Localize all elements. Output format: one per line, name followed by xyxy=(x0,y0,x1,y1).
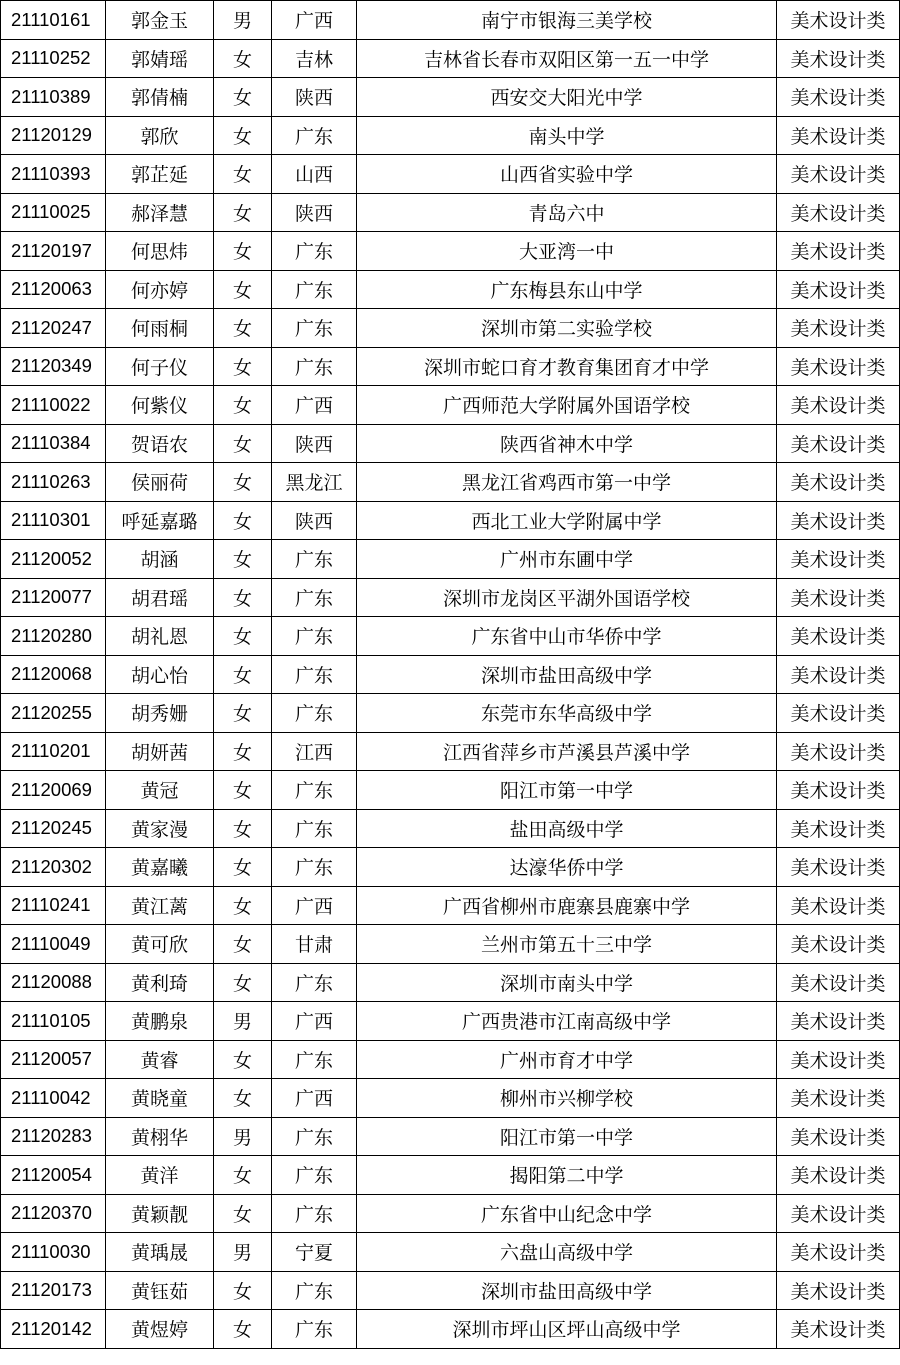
category-cell: 美术设计类 xyxy=(777,347,900,386)
student-name-cell: 何雨桐 xyxy=(106,309,214,348)
student-id-cell: 21110263 xyxy=(1,463,106,502)
school-cell: 黑龙江省鸡西市第一中学 xyxy=(357,463,777,502)
student-name-cell: 黄颖靓 xyxy=(106,1194,214,1233)
gender-cell: 女 xyxy=(214,848,272,887)
student-name-cell: 黄栩华 xyxy=(106,1117,214,1156)
school-cell: 广西省柳州市鹿寨县鹿寨中学 xyxy=(357,886,777,925)
student-id-cell: 21110030 xyxy=(1,1233,106,1272)
table-row xyxy=(1,617,900,656)
table-row xyxy=(1,347,900,386)
gender-cell: 女 xyxy=(214,116,272,155)
student-id-cell: 21110393 xyxy=(1,155,106,194)
category-cell: 美术设计类 xyxy=(777,309,900,348)
student-id-cell: 21120052 xyxy=(1,540,106,579)
province-cell: 山西 xyxy=(272,155,357,194)
student-id-cell: 21120349 xyxy=(1,347,106,386)
student-name-cell: 黄可欣 xyxy=(106,925,214,964)
table-row xyxy=(1,193,900,232)
school-cell: 盐田高级中学 xyxy=(357,809,777,848)
student-id-cell: 21120283 xyxy=(1,1117,106,1156)
student-id-cell: 21120255 xyxy=(1,694,106,733)
gender-cell: 女 xyxy=(214,925,272,964)
school-cell: 六盘山高级中学 xyxy=(357,1233,777,1272)
category-cell: 美术设计类 xyxy=(777,1194,900,1233)
gender-cell: 女 xyxy=(214,578,272,617)
table-row xyxy=(1,694,900,733)
table-row xyxy=(1,925,900,964)
student-name-cell: 黄家漫 xyxy=(106,809,214,848)
school-cell: 阳江市第一中学 xyxy=(357,1117,777,1156)
student-id-cell: 21110252 xyxy=(1,39,106,78)
province-cell: 广东 xyxy=(272,848,357,887)
student-id-cell: 21120129 xyxy=(1,116,106,155)
table-row xyxy=(1,963,900,1002)
table-row xyxy=(1,732,900,771)
gender-cell: 女 xyxy=(214,424,272,463)
province-cell: 广西 xyxy=(272,1002,357,1041)
school-cell: 吉林省长春市双阳区第一五一中学 xyxy=(357,39,777,78)
gender-cell: 女 xyxy=(214,1079,272,1118)
province-cell: 广东 xyxy=(272,963,357,1002)
table-row xyxy=(1,540,900,579)
student-name-cell: 胡秀姗 xyxy=(106,694,214,733)
school-cell: 深圳市龙岗区平湖外国语学校 xyxy=(357,578,777,617)
category-cell: 美术设计类 xyxy=(777,1271,900,1310)
table-row xyxy=(1,1233,900,1272)
gender-cell: 女 xyxy=(214,1040,272,1079)
table-row xyxy=(1,1156,900,1195)
gender-cell: 女 xyxy=(214,617,272,656)
province-cell: 广东 xyxy=(272,655,357,694)
table-row xyxy=(1,1194,900,1233)
school-cell: 江西省萍乡市芦溪县芦溪中学 xyxy=(357,732,777,771)
table-row xyxy=(1,232,900,271)
table-row xyxy=(1,886,900,925)
province-cell: 广东 xyxy=(272,270,357,309)
province-cell: 广西 xyxy=(272,386,357,425)
province-cell: 广东 xyxy=(272,116,357,155)
school-cell: 西北工业大学附属中学 xyxy=(357,501,777,540)
gender-cell: 女 xyxy=(214,655,272,694)
student-name-cell: 何紫仪 xyxy=(106,386,214,425)
gender-cell: 女 xyxy=(214,886,272,925)
gender-cell: 女 xyxy=(214,270,272,309)
province-cell: 广东 xyxy=(272,232,357,271)
province-cell: 广东 xyxy=(272,809,357,848)
student-id-cell: 21120057 xyxy=(1,1040,106,1079)
category-cell: 美术设计类 xyxy=(777,963,900,1002)
category-cell: 美术设计类 xyxy=(777,1079,900,1118)
student-name-cell: 黄鹏泉 xyxy=(106,1002,214,1041)
table-row xyxy=(1,501,900,540)
province-cell: 黑龙江 xyxy=(272,463,357,502)
gender-cell: 女 xyxy=(214,232,272,271)
student-name-cell: 胡君瑶 xyxy=(106,578,214,617)
student-name-cell: 何子仪 xyxy=(106,347,214,386)
gender-cell: 女 xyxy=(214,347,272,386)
category-cell: 美术设计类 xyxy=(777,501,900,540)
category-cell: 美术设计类 xyxy=(777,848,900,887)
school-cell: 南宁市银海三美学校 xyxy=(357,1,777,40)
province-cell: 广西 xyxy=(272,1,357,40)
student-id-cell: 21110049 xyxy=(1,925,106,964)
table-row xyxy=(1,270,900,309)
gender-cell: 女 xyxy=(214,694,272,733)
student-name-cell: 郝泽慧 xyxy=(106,193,214,232)
category-cell: 美术设计类 xyxy=(777,1040,900,1079)
student-name-cell: 侯丽荷 xyxy=(106,463,214,502)
student-name-cell: 郭欣 xyxy=(106,116,214,155)
student-name-cell: 黄瑀晟 xyxy=(106,1233,214,1272)
province-cell: 广东 xyxy=(272,1040,357,1079)
table-row xyxy=(1,309,900,348)
gender-cell: 女 xyxy=(214,540,272,579)
category-cell: 美术设计类 xyxy=(777,578,900,617)
table-row xyxy=(1,39,900,78)
category-cell: 美术设计类 xyxy=(777,193,900,232)
table-row xyxy=(1,771,900,810)
province-cell: 广西 xyxy=(272,886,357,925)
student-name-cell: 黄江蓠 xyxy=(106,886,214,925)
student-name-cell: 郭婧瑶 xyxy=(106,39,214,78)
student-id-cell: 21110025 xyxy=(1,193,106,232)
gender-cell: 男 xyxy=(214,1233,272,1272)
student-name-cell: 黄冠 xyxy=(106,771,214,810)
student-id-cell: 21120280 xyxy=(1,617,106,656)
school-cell: 深圳市蛇口育才教育集团育才中学 xyxy=(357,347,777,386)
category-cell: 美术设计类 xyxy=(777,540,900,579)
school-cell: 山西省实验中学 xyxy=(357,155,777,194)
category-cell: 美术设计类 xyxy=(777,39,900,78)
category-cell: 美术设计类 xyxy=(777,78,900,117)
category-cell: 美术设计类 xyxy=(777,1156,900,1195)
table-row xyxy=(1,1079,900,1118)
province-cell: 广东 xyxy=(272,309,357,348)
student-name-cell: 胡心怡 xyxy=(106,655,214,694)
school-cell: 阳江市第一中学 xyxy=(357,771,777,810)
school-cell: 深圳市坪山区坪山高级中学 xyxy=(357,1310,777,1349)
category-cell: 美术设计类 xyxy=(777,1233,900,1272)
province-cell: 广东 xyxy=(272,540,357,579)
student-name-cell: 胡妍茜 xyxy=(106,732,214,771)
gender-cell: 女 xyxy=(214,463,272,502)
gender-cell: 男 xyxy=(214,1117,272,1156)
table-row xyxy=(1,809,900,848)
province-cell: 江西 xyxy=(272,732,357,771)
student-id-cell: 21110022 xyxy=(1,386,106,425)
category-cell: 美术设计类 xyxy=(777,771,900,810)
school-cell: 广东省中山市华侨中学 xyxy=(357,617,777,656)
school-cell: 柳州市兴柳学校 xyxy=(357,1079,777,1118)
school-cell: 广东省中山纪念中学 xyxy=(357,1194,777,1233)
student-id-cell: 21110201 xyxy=(1,732,106,771)
province-cell: 吉林 xyxy=(272,39,357,78)
table-row xyxy=(1,424,900,463)
table-row xyxy=(1,1,900,40)
category-cell: 美术设计类 xyxy=(777,1,900,40)
gender-cell: 女 xyxy=(214,155,272,194)
province-cell: 陕西 xyxy=(272,78,357,117)
student-name-cell: 何亦婷 xyxy=(106,270,214,309)
gender-cell: 女 xyxy=(214,963,272,1002)
table-row xyxy=(1,578,900,617)
province-cell: 广西 xyxy=(272,1079,357,1118)
student-name-cell: 黄洋 xyxy=(106,1156,214,1195)
category-cell: 美术设计类 xyxy=(777,809,900,848)
province-cell: 广东 xyxy=(272,1117,357,1156)
table-row xyxy=(1,1271,900,1310)
table-row xyxy=(1,848,900,887)
student-id-cell: 21110105 xyxy=(1,1002,106,1041)
gender-cell: 女 xyxy=(214,732,272,771)
gender-cell: 男 xyxy=(214,1002,272,1041)
gender-cell: 男 xyxy=(214,1,272,40)
school-cell: 青岛六中 xyxy=(357,193,777,232)
student-name-cell: 郭芷延 xyxy=(106,155,214,194)
student-name-cell: 胡涵 xyxy=(106,540,214,579)
student-id-cell: 21120068 xyxy=(1,655,106,694)
province-cell: 甘肃 xyxy=(272,925,357,964)
table-row xyxy=(1,78,900,117)
student-name-cell: 贺语农 xyxy=(106,424,214,463)
student-name-cell: 郭金玉 xyxy=(106,1,214,40)
category-cell: 美术设计类 xyxy=(777,116,900,155)
student-name-cell: 胡礼恩 xyxy=(106,617,214,656)
school-cell: 广西贵港市江南高级中学 xyxy=(357,1002,777,1041)
category-cell: 美术设计类 xyxy=(777,1002,900,1041)
province-cell: 陕西 xyxy=(272,424,357,463)
student-id-cell: 21110384 xyxy=(1,424,106,463)
gender-cell: 女 xyxy=(214,1194,272,1233)
gender-cell: 女 xyxy=(214,309,272,348)
school-cell: 西安交大阳光中学 xyxy=(357,78,777,117)
gender-cell: 女 xyxy=(214,771,272,810)
category-cell: 美术设计类 xyxy=(777,1310,900,1349)
student-name-cell: 何思炜 xyxy=(106,232,214,271)
school-cell: 广州市东圃中学 xyxy=(357,540,777,579)
student-id-cell: 21120054 xyxy=(1,1156,106,1195)
student-name-cell: 黄嘉曦 xyxy=(106,848,214,887)
table-row xyxy=(1,155,900,194)
category-cell: 美术设计类 xyxy=(777,1117,900,1156)
gender-cell: 女 xyxy=(214,809,272,848)
category-cell: 美术设计类 xyxy=(777,925,900,964)
student-id-cell: 21120142 xyxy=(1,1310,106,1349)
category-cell: 美术设计类 xyxy=(777,463,900,502)
student-id-cell: 21120302 xyxy=(1,848,106,887)
category-cell: 美术设计类 xyxy=(777,386,900,425)
school-cell: 大亚湾一中 xyxy=(357,232,777,271)
school-cell: 深圳市南头中学 xyxy=(357,963,777,1002)
student-id-cell: 21120197 xyxy=(1,232,106,271)
category-cell: 美术设计类 xyxy=(777,886,900,925)
province-cell: 广东 xyxy=(272,578,357,617)
student-name-cell: 呼延嘉璐 xyxy=(106,501,214,540)
student-id-cell: 21120370 xyxy=(1,1194,106,1233)
student-name-cell: 黄晓童 xyxy=(106,1079,214,1118)
school-cell: 南头中学 xyxy=(357,116,777,155)
category-cell: 美术设计类 xyxy=(777,617,900,656)
school-cell: 广州市育才中学 xyxy=(357,1040,777,1079)
school-cell: 兰州市第五十三中学 xyxy=(357,925,777,964)
province-cell: 陕西 xyxy=(272,501,357,540)
gender-cell: 女 xyxy=(214,1310,272,1349)
table-row xyxy=(1,1310,900,1349)
table-row xyxy=(1,1117,900,1156)
province-cell: 广东 xyxy=(272,347,357,386)
student-id-cell: 21120247 xyxy=(1,309,106,348)
category-cell: 美术设计类 xyxy=(777,155,900,194)
province-cell: 广东 xyxy=(272,1271,357,1310)
student-id-cell: 21120245 xyxy=(1,809,106,848)
school-cell: 揭阳第二中学 xyxy=(357,1156,777,1195)
province-cell: 广东 xyxy=(272,1156,357,1195)
province-cell: 宁夏 xyxy=(272,1233,357,1272)
gender-cell: 女 xyxy=(214,386,272,425)
table-row xyxy=(1,463,900,502)
province-cell: 广东 xyxy=(272,1194,357,1233)
table-row xyxy=(1,116,900,155)
school-cell: 深圳市盐田高级中学 xyxy=(357,655,777,694)
table-row xyxy=(1,655,900,694)
category-cell: 美术设计类 xyxy=(777,732,900,771)
province-cell: 广东 xyxy=(272,771,357,810)
gender-cell: 女 xyxy=(214,501,272,540)
category-cell: 美术设计类 xyxy=(777,270,900,309)
school-cell: 陕西省神木中学 xyxy=(357,424,777,463)
student-id-cell: 21110389 xyxy=(1,78,106,117)
province-cell: 广东 xyxy=(272,617,357,656)
school-cell: 深圳市盐田高级中学 xyxy=(357,1271,777,1310)
student-name-cell: 黄钰茹 xyxy=(106,1271,214,1310)
school-cell: 广西师范大学附属外国语学校 xyxy=(357,386,777,425)
table-row xyxy=(1,1002,900,1041)
student-id-cell: 21120077 xyxy=(1,578,106,617)
student-id-cell: 21120063 xyxy=(1,270,106,309)
student-id-cell: 21120173 xyxy=(1,1271,106,1310)
student-id-cell: 21110301 xyxy=(1,501,106,540)
student-id-cell: 21110241 xyxy=(1,886,106,925)
category-cell: 美术设计类 xyxy=(777,424,900,463)
province-cell: 广东 xyxy=(272,1310,357,1349)
table-body xyxy=(1,1,900,1349)
student-name-cell: 郭倩楠 xyxy=(106,78,214,117)
student-name-cell: 黄利琦 xyxy=(106,963,214,1002)
gender-cell: 女 xyxy=(214,1156,272,1195)
gender-cell: 女 xyxy=(214,1271,272,1310)
category-cell: 美术设计类 xyxy=(777,655,900,694)
student-id-cell: 21120088 xyxy=(1,963,106,1002)
category-cell: 美术设计类 xyxy=(777,694,900,733)
gender-cell: 女 xyxy=(214,193,272,232)
student-name-cell: 黄睿 xyxy=(106,1040,214,1079)
student-name-cell: 黄煜婷 xyxy=(106,1310,214,1349)
category-cell: 美术设计类 xyxy=(777,232,900,271)
school-cell: 东莞市东华高级中学 xyxy=(357,694,777,733)
student-id-cell: 21120069 xyxy=(1,771,106,810)
school-cell: 深圳市第二实验学校 xyxy=(357,309,777,348)
gender-cell: 女 xyxy=(214,78,272,117)
province-cell: 广东 xyxy=(272,694,357,733)
table-row xyxy=(1,386,900,425)
province-cell: 陕西 xyxy=(272,193,357,232)
gender-cell: 女 xyxy=(214,39,272,78)
student-id-cell: 21110042 xyxy=(1,1079,106,1118)
school-cell: 广东梅县东山中学 xyxy=(357,270,777,309)
student-id-cell: 21110161 xyxy=(1,1,106,40)
table-row xyxy=(1,1040,900,1079)
school-cell: 达濠华侨中学 xyxy=(357,848,777,887)
